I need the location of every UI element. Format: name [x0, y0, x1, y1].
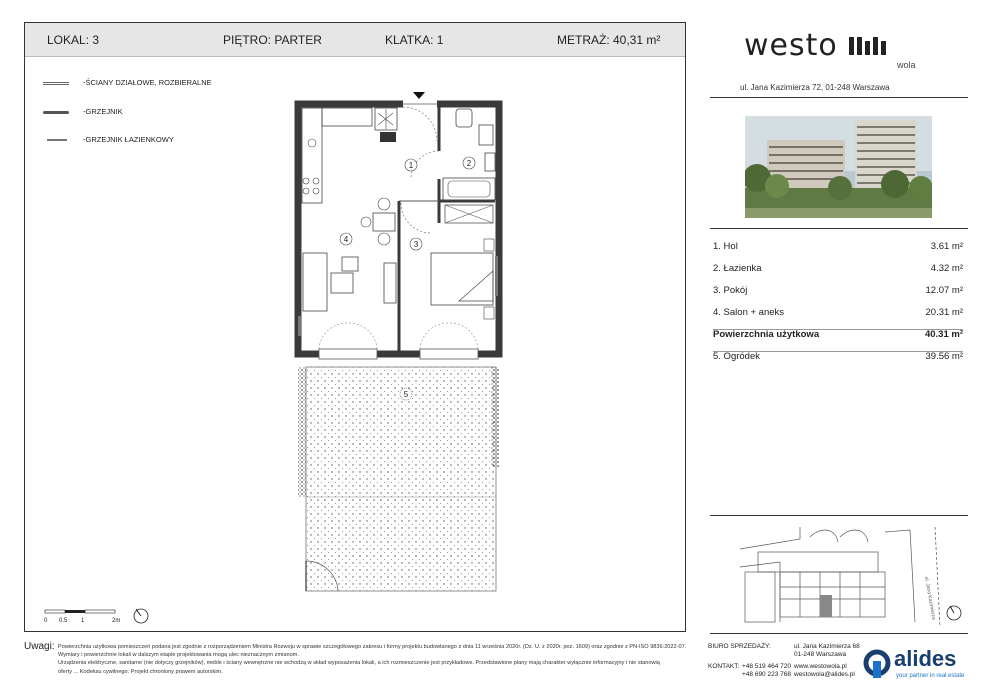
plan-frame: LOKAL: 3 PIĘTRO: PARTER KLATKA: 1 METRAŻ: 40,31 m² -ŚCIANY DZIAŁOWE, ROZBIERALNE -GRZEJNIK -GRZEJNIK ŁAZIENKOWY 1 2 3 4 5 0 0.5 1 2m	[24, 22, 686, 632]
website-link[interactable]: www.westowola.pl	[794, 663, 847, 670]
hedge-left	[298, 367, 306, 497]
floor-label: PIĘTRO: PARTER	[223, 33, 322, 47]
room-row: 3. Pokój 12.07 m²	[713, 285, 963, 296]
project-address: ul. Jana Kazimierza 72, 01-248 Warszawa	[740, 83, 890, 92]
minimap-street-label: ul. Jana Kazimierza	[923, 576, 937, 621]
sofa	[303, 253, 327, 311]
room-number-1: 1	[408, 161, 414, 170]
westo-mark-icon	[848, 35, 888, 57]
notes-title: Uwagi:	[24, 641, 55, 652]
room-row: 4. Salon + aneks 20.31 m²	[713, 307, 963, 318]
brand-logo: westo	[744, 28, 888, 63]
room-row: 5. Ogródek 39.56 m²	[713, 351, 963, 362]
room-list	[713, 241, 963, 373]
room-number-5: 5	[403, 390, 409, 399]
alides-logo-icon	[862, 648, 892, 678]
company-logo: alides your partner in real estate	[862, 646, 972, 686]
staircase-label: KLATKA: 1	[385, 33, 444, 47]
floor-plan	[25, 23, 685, 631]
entrance-marker	[413, 92, 425, 99]
room-number-4: 4	[343, 235, 349, 244]
garden-area	[306, 367, 496, 591]
kitchen-counter	[302, 108, 322, 203]
notes-text: Powierzchnia użytkowa pomieszczeń podana jest zgodnie z rozporządzeniem Ministra Rozwoju w sprawie szczegółowego zakresu i formy projektu budowlanego z dnia 11 września 2020r. (Dz. U. z 2020r. poz. 1609) oraz zgodnie z PN-ISO 9836:2022-07. Wymiary i powierzchnie lokali w dalszym etapie projektowania mogą ulec nieznacznym zmianom. Urządzenia elektryczne, sanitarne (nie dotyczy grzejników), meble i ściany wewnętrzne nie wchodzą w skład wyposażenia lokali, a ich rozmieszczenie jest przykładowe. Przedstawione plany mają charakter wyłącznie informacyjny i nie stanowią oferty ... Kodeksu cywilnego. Projekt chroniony prawem autorskim.	[58, 644, 687, 675]
building-photo	[745, 116, 932, 218]
lokal-label: LOKAL: 3	[47, 33, 100, 47]
hedge-right	[491, 367, 499, 467]
divider	[710, 97, 968, 98]
site-minimap	[740, 527, 966, 627]
room-row: 1. Hol 3.61 m²	[713, 241, 963, 252]
total-area-row: Powierzchnia użytkowa 40.31 m²	[713, 329, 963, 340]
room-row: 2. Łazienka 4.32 m²	[713, 263, 963, 274]
brand-sub: wola	[897, 60, 916, 70]
room-number-3: 3	[413, 240, 419, 249]
email-link[interactable]: westowola@alides.pl	[794, 671, 855, 678]
area-label: METRAŻ: 40,31 m²	[557, 33, 661, 47]
room-number-2: 2	[466, 159, 472, 168]
